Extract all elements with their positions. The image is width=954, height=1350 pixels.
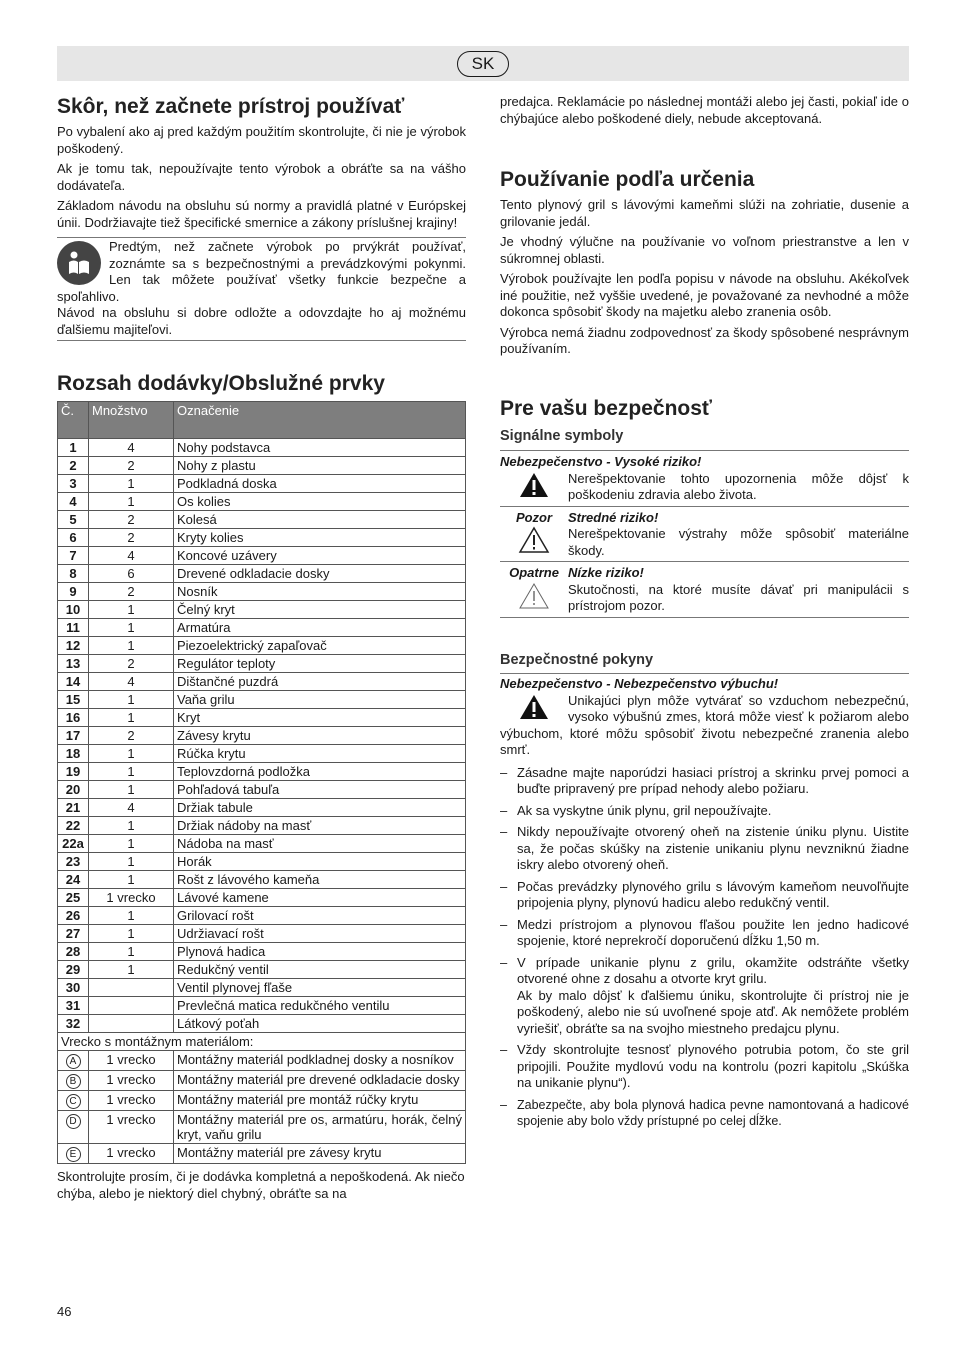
part-number: 29 [58, 961, 89, 979]
part-quantity: 2 [89, 583, 174, 601]
table-row [58, 475, 466, 493]
part-number: 14 [58, 673, 89, 691]
part-quantity: 1 [89, 925, 174, 943]
part-name: Lávové kamene [174, 889, 466, 907]
part-number: 30 [58, 979, 89, 997]
part-name: Piezoelektrický zapaľovač [174, 637, 466, 655]
part-quantity: 1 [89, 745, 174, 763]
left-column [57, 94, 466, 1206]
part-number: 7 [58, 547, 89, 565]
part-number: 16 [58, 709, 89, 727]
table-row [58, 655, 466, 673]
table-row [58, 583, 466, 601]
table-row [58, 1033, 466, 1051]
table-row [58, 817, 466, 835]
part-number: 12 [58, 637, 89, 655]
bag-letter [58, 1111, 89, 1144]
part-name: Koncové uzávery [174, 547, 466, 565]
part-number: 18 [58, 745, 89, 763]
table-row [58, 511, 466, 529]
part-quantity: 4 [89, 547, 174, 565]
list-item: – Zásadne majte naporúdzi hasiaci prístroj a skrinku prvej pomoci a buďte pripravený pre prípad nehody alebo požiaru. [500, 764, 909, 796]
table-row [58, 763, 466, 781]
part-quantity: 1 vrecko [89, 889, 174, 907]
part-name: Horák [174, 853, 466, 871]
part-quantity [89, 1015, 174, 1033]
part-number: 4 [58, 493, 89, 511]
warning-triangle-outline-icon [500, 526, 568, 559]
check-text: Skontrolujte prosím, či je dodávka kompletná a nepoškodená. Ak niečo chýba, alebo je niektorý diel chybný, obráťte sa na [57, 1169, 465, 1201]
list-item: – Ak sa vyskytne únik plynu, gril nepoužívajte. [500, 802, 772, 818]
signal-head: Nebezpečenstvo - Vysoké riziko! [500, 454, 702, 469]
bag-letter-circle: C [66, 1094, 81, 1109]
signal-text: Skutočnosti, na ktoré musíte dávať pri manipulácii s prístrojom pozor. [568, 581, 909, 613]
bag-letter-circle: D [66, 1114, 81, 1129]
bag-letter-circle: A [66, 1054, 81, 1069]
part-quantity: 1 [89, 943, 174, 961]
part-name: Plynová hadica [174, 943, 466, 961]
table-row [58, 1111, 466, 1144]
paragraph: Je vhodný výlučne na používanie vo voľnom priestranstve a len v súkromnej oblasti. [500, 234, 909, 266]
list-item: – Medzi prístrojom a plynovou fľašou použite len jedno hadicové spojenie, ktoré neprekročí doporučenú dĺžku 1,50 m. [500, 916, 909, 948]
signal-danger [500, 450, 909, 506]
explosion-head: Nebezpečenstvo - Nebezpečenstvo výbuchu! [500, 676, 779, 691]
page-number: 46 [57, 1304, 72, 1319]
part-quantity: 1 [89, 493, 174, 511]
part-name: Rúčka krytu [174, 745, 466, 763]
signal-low [500, 561, 909, 618]
table-header-row [58, 402, 466, 439]
part-quantity: 4 [89, 673, 174, 691]
paragraph: Výrobca nemá žiadnu zodpovednosť za škody spôsobené nesprávnym používaním. [500, 324, 909, 356]
right-column [500, 94, 909, 1135]
part-name: Os kolies [174, 493, 466, 511]
table-row [58, 709, 466, 727]
part-name: Redukčný ventil [174, 961, 466, 979]
signal-label: Pozor [515, 509, 553, 525]
part-quantity: 1 [89, 619, 174, 637]
bag-description: Montážny materiál pre drevené odkladacie dosky [174, 1071, 466, 1091]
bag-quantity: 1 vrecko [89, 1144, 174, 1164]
list-item: – Počas prevádzky plynového grilu s lávovým kameňom neuvoľňujte pripojenia plyny, plynovú hadicu alebo redukčný ventil. [500, 878, 909, 910]
table-row [58, 925, 466, 943]
table-row [58, 943, 466, 961]
signal-list [500, 450, 909, 618]
bag-quantity: 1 vrecko [89, 1071, 174, 1091]
part-quantity: 1 [89, 961, 174, 979]
table-row [58, 565, 466, 583]
part-number: 11 [58, 619, 89, 637]
list-item: – Nikdy nepoužívajte otvorený oheň na zistenie úniku plynu. Uistite sa, že počas skúšky na zistenie unikaniu plynu nevzniknú žiadne iskry alebo otvorený oheň. [500, 824, 909, 872]
part-number: 19 [58, 763, 89, 781]
table-row [58, 997, 466, 1015]
part-name: Drevené odkladacie dosky [174, 565, 466, 583]
explosion-warning [500, 673, 909, 759]
part-name: Ventil plynovej fľaše [174, 979, 466, 997]
bag-description: Montážny materiál pre závesy krytu [174, 1144, 466, 1164]
note-text-2: Návod na obsluhu si dobre odložte a odovzdajte ho aj možnému ďalšiemu majiteľovi. [57, 305, 466, 337]
table-row [58, 889, 466, 907]
part-name: Prevlečná matica redukčného ventilu [174, 997, 466, 1015]
part-number: 10 [58, 601, 89, 619]
part-number: 1 [58, 439, 89, 457]
table-row [58, 781, 466, 799]
signal-text: Nerešpektovanie tohto upozornenia môže dôjsť k poškodeniu zdravia alebo života. [568, 470, 909, 502]
explosion-text: Unikajúci plyn môže vytvárať so vzduchom nebezpečnú, vysoko výbušnú zmes, ktorá môže viesť k požiarom alebo výbuchom, ktoré môžu spôsobiť životu nebezpečné zranenia alebo smrť. [500, 692, 909, 757]
bag-quantity: 1 vrecko [89, 1091, 174, 1111]
section-title-scope: Rozsah dodávky/Obslužné prvky [57, 372, 385, 395]
table-row [58, 439, 466, 457]
table-row [58, 745, 466, 763]
part-number: 23 [58, 853, 89, 871]
table-row [58, 691, 466, 709]
table-row [58, 457, 466, 475]
col-header-quantity: Množstvo [89, 402, 174, 439]
part-quantity: 4 [89, 799, 174, 817]
part-name: Teplovzdorná podložka [174, 763, 466, 781]
part-quantity: 1 [89, 475, 174, 493]
part-quantity: 1 [89, 907, 174, 925]
bag-letter [58, 1051, 89, 1071]
signal-text: Nerešpektovanie výstrahy môže spôsobiť materiálne škody. [568, 526, 909, 558]
section-title-intended-use: Používanie podľa určenia [500, 168, 755, 191]
paragraph: Základom návodu na obsluhu sú normy a pravidlá platné v Európskej únii. Dodržiavajte tiež špecifické smernice a zákony príslušnej krajiny! [57, 198, 466, 230]
part-quantity: 1 [89, 763, 174, 781]
part-number: 22 [58, 817, 89, 835]
part-number: 26 [58, 907, 89, 925]
part-number: 20 [58, 781, 89, 799]
part-quantity: 1 [89, 691, 174, 709]
part-name: Látkový poťah [174, 1015, 466, 1033]
part-name: Nosník [174, 583, 466, 601]
part-quantity: 1 [89, 871, 174, 889]
part-name: Pohľadová tabuľa [174, 781, 466, 799]
part-name: Nohy z plastu [174, 457, 466, 475]
table-row [58, 619, 466, 637]
part-quantity: 4 [89, 439, 174, 457]
paragraph: Po vybalení ako aj pred každým použitím skontrolujte, či nie je výrobok poškodený. [57, 124, 466, 156]
warning-triangle-outline-icon [500, 582, 568, 615]
part-quantity: 2 [89, 511, 174, 529]
part-number: 15 [58, 691, 89, 709]
part-number: 32 [58, 1015, 89, 1033]
table-row [58, 493, 466, 511]
table-row [58, 979, 466, 997]
part-name: Regulátor teploty [174, 655, 466, 673]
table-row [58, 1071, 466, 1091]
part-quantity: 1 [89, 835, 174, 853]
part-name: Nohy podstavca [174, 439, 466, 457]
part-quantity [89, 979, 174, 997]
paragraph: Tento plynový gril s lávovými kameňmi slúži na zohriatie, dusenie a grilovanie jedál. [500, 197, 909, 229]
paragraph: Ak je tomu tak, nepoužívajte tento výrobok a obráťte sa na vášho dodávateľa. [57, 161, 466, 193]
list-item-extra: Ak by malo dôjsť k ďalšiemu úniku, skontrolujte či prístroj nie je poškodený, alebo nie sú uvoľnené spoje atď. Ak nemôžete problém vyriešiť, obráťte sa na svojho miestneho predajcu plynu. [517, 987, 909, 1036]
table-row [58, 1051, 466, 1071]
bag-label: Vrecko s montážnym materiálom: [58, 1033, 466, 1051]
list-item: – Vždy skontrolujte tesnosť plynového potrubia potom, čo ste gril pripojili. Použite mydlovú vodu na kontrolu (pozri kapitolu „Skúška na unikanie plynu“). [500, 1042, 909, 1090]
list-item: – Zabezpečte, aby bola plynová hadica pevne namontovaná a hadicové spojenie aby bolo vždy prístupné po celej dĺžke. [500, 1097, 909, 1128]
table-row [58, 529, 466, 547]
parts-table [57, 401, 466, 1164]
part-name: Držiak nádoby na masť [174, 817, 466, 835]
part-number: 28 [58, 943, 89, 961]
language-badge: SK [457, 51, 509, 77]
part-number: 31 [58, 997, 89, 1015]
part-quantity: 6 [89, 565, 174, 583]
part-number: 25 [58, 889, 89, 907]
note-box [57, 237, 466, 341]
bag-letter [58, 1071, 89, 1091]
table-row [58, 1015, 466, 1033]
part-name: Nádoba na masť [174, 835, 466, 853]
part-name: Držiak tabule [174, 799, 466, 817]
warning-triangle-filled-icon [500, 471, 568, 504]
table-row [58, 961, 466, 979]
col-header-name: Označenie [174, 402, 466, 439]
subtitle-signal-symbols: Signálne symboly [500, 427, 624, 444]
signal-head: Stredné riziko! [568, 509, 659, 525]
part-quantity: 1 [89, 709, 174, 727]
table-row [58, 871, 466, 889]
part-quantity: 2 [89, 727, 174, 745]
bag-quantity: 1 vrecko [89, 1111, 174, 1144]
continuation-text: predajca. Reklamácie po následnej montáži alebo jej časti, pokiaľ ide o chýbajúce alebo poškodené diely, nebude akceptovaná. [500, 94, 909, 126]
part-number: 2 [58, 457, 89, 475]
part-number: 5 [58, 511, 89, 529]
part-quantity: 1 [89, 781, 174, 799]
part-quantity [89, 997, 174, 1015]
part-name: Rošt z lávového kameňa [174, 871, 466, 889]
part-quantity: 1 [89, 637, 174, 655]
part-name: Závesy krytu [174, 727, 466, 745]
note-text: Predtým, než začnete výrobok po prvýkrát používať, zoznámte sa s bezpečnostnými a prevádzkovými pokynmi. Len tak môžete používať všetky funkcie bezpečne a spoľahlivo. [57, 239, 466, 304]
part-number: 8 [58, 565, 89, 583]
signal-head: Nízke riziko! [568, 565, 644, 580]
part-name: Vaňa grilu [174, 691, 466, 709]
subtitle-safety-instructions: Bezpečnostné pokyny [500, 651, 654, 668]
signal-caution [500, 506, 909, 562]
table-row [58, 637, 466, 655]
part-name: Čelný kryt [174, 601, 466, 619]
part-quantity: 2 [89, 655, 174, 673]
part-name: Udržiavací rošt [174, 925, 466, 943]
part-name: Podkladná doska [174, 475, 466, 493]
col-header-number: Č. [58, 402, 89, 439]
bag-description: Montážny materiál pre montáž rúčky krytu [174, 1091, 466, 1111]
list-item: – V prípade unikanie plynu z grilu, okamžite odstráňte všetky otvorené ohne z dosahu a otvorte kryt grilu. Ak by malo dôjsť k ďalšiemu úniku, skontrolujte či prístroj nie je poškodený, alebo nie sú uvoľnené spoje atď. Ak nemôžete problém vyriešiť, obráťte sa na svojho miestneho predajcu plynu. [500, 954, 909, 1036]
part-name: Kryty kolies [174, 529, 466, 547]
part-name: Kolesá [174, 511, 466, 529]
table-row [58, 907, 466, 925]
bag-description: Montážny materiál podkladnej dosky a nosníkov [174, 1051, 466, 1071]
signal-label: Opatrne [509, 565, 559, 580]
part-number: 17 [58, 727, 89, 745]
part-name: Kryt [174, 709, 466, 727]
part-quantity: 1 [89, 601, 174, 619]
part-quantity: 1 [89, 853, 174, 871]
section-title-safety: Pre vašu bezpečnosť [500, 396, 712, 420]
table-row [58, 853, 466, 871]
part-number: 22a [58, 835, 89, 853]
bag-letter [58, 1091, 89, 1111]
part-number: 9 [58, 583, 89, 601]
table-row [58, 835, 466, 853]
warning-triangle-filled-icon [500, 693, 568, 725]
section-title-before-use: Skôr, než začnete prístroj používať [57, 95, 405, 118]
table-row [58, 799, 466, 817]
part-number: 24 [58, 871, 89, 889]
part-number: 13 [58, 655, 89, 673]
table-row [58, 601, 466, 619]
paragraph: Výrobok používajte len podľa popisu v návode na obsluhu. Akékoľvek iné použitie, než vyššie uvedené, je považované za nevhodné a môže dokonca spôsobiť škody na majetku alebo zranenia osôb. [500, 271, 909, 319]
table-row [58, 1091, 466, 1111]
table-row [58, 673, 466, 691]
part-name: Armatúra [174, 619, 466, 637]
part-number: 27 [58, 925, 89, 943]
bag-letter-circle: E [66, 1147, 81, 1162]
part-quantity: 1 [89, 817, 174, 835]
table-row [58, 1144, 466, 1164]
part-quantity: 2 [89, 529, 174, 547]
part-number: 3 [58, 475, 89, 493]
table-row [58, 547, 466, 565]
safety-list [500, 765, 909, 1130]
bag-letter-circle: B [66, 1074, 81, 1089]
table-row [58, 727, 466, 745]
bag-description: Montážny materiál pre os, armatúru, horák, čelný kryt, vaňu grilu [174, 1111, 466, 1144]
part-number: 6 [58, 529, 89, 547]
bag-letter [58, 1144, 89, 1164]
bag-quantity: 1 vrecko [89, 1051, 174, 1071]
part-number: 21 [58, 799, 89, 817]
part-name: Grilovací rošt [174, 907, 466, 925]
reading-manual-icon [57, 241, 101, 285]
part-name: Dištančné puzdrá [174, 673, 466, 691]
part-quantity: 2 [89, 457, 174, 475]
